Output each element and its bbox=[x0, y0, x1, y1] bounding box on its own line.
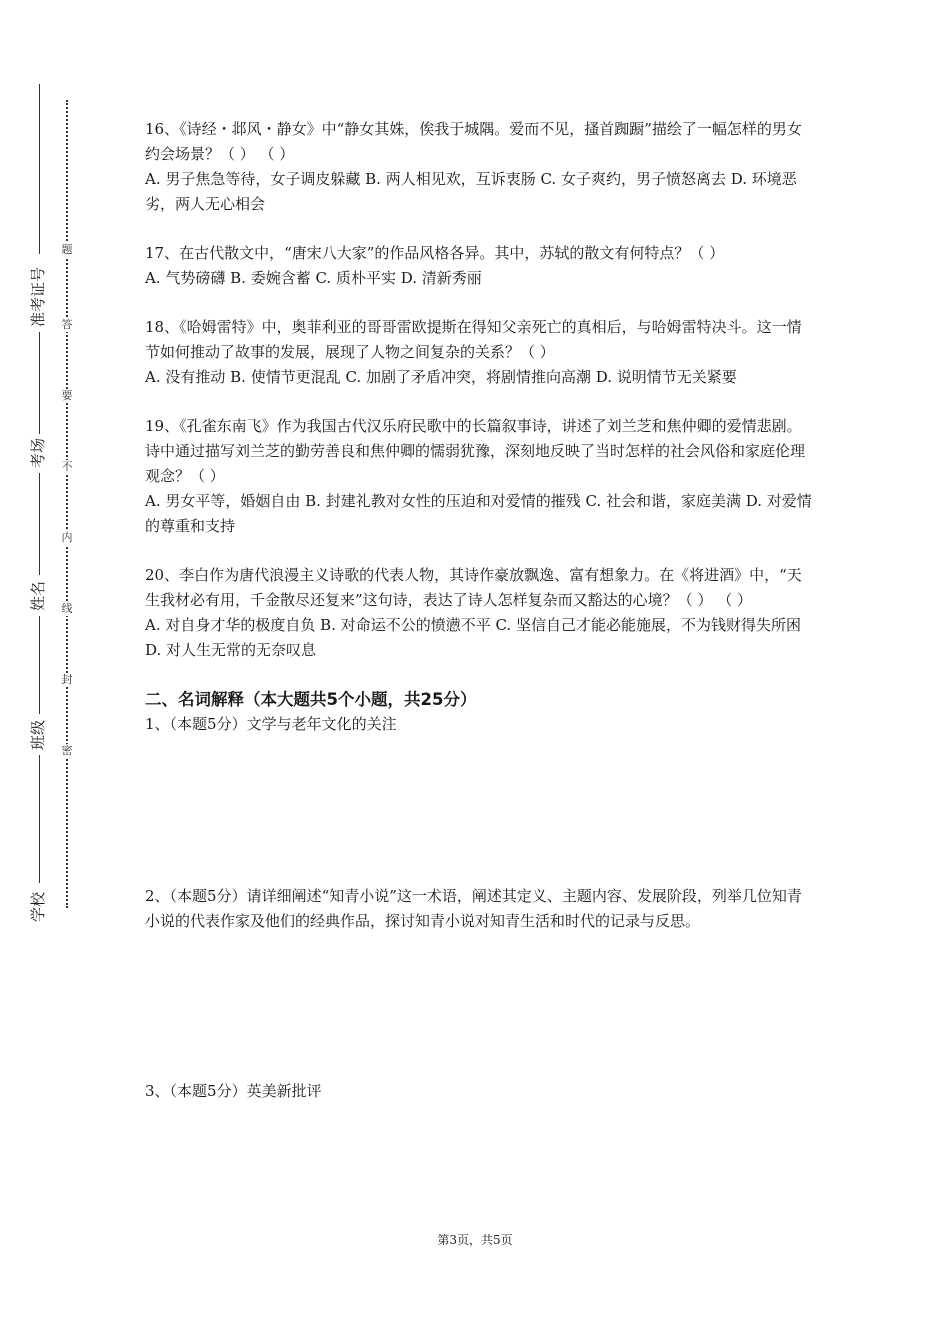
question-options: A. 对自身才华的极度自负 B. 对命运不公的愤懑不平 C. 坚信自己才能必能施展，不为钱财得失所困 D. 对人生无常的无奈叹息 bbox=[145, 616, 801, 659]
seal-char: 题 bbox=[59, 243, 75, 257]
question-options: A. 气势磅礴 B. 委婉含蓄 C. 质朴平实 D. 清新秀丽 bbox=[145, 269, 482, 287]
seal-char: 密 bbox=[59, 744, 75, 758]
margin-line bbox=[39, 616, 40, 714]
seal-char: 要 bbox=[59, 389, 75, 403]
binding-margin bbox=[0, 0, 110, 1344]
term-item-3: 3、（本题5分）英美新批评 bbox=[145, 1082, 322, 1100]
question-stem: 18、《哈姆雷特》中，奥菲利亚的哥哥雷欧提斯在得知父亲死亡的真相后，与哈姆雷特决斗。这一情节如何推动了故事的发展，展现了人物之间复杂的关系？（ ） bbox=[145, 318, 802, 361]
term-item-2: 2、（本题5分）请详细阐述“知青小说”这一术语，阐述其定义、主题内容、发展阶段，列举几位知青小说的代表作家及他们的经典作品，探讨知青小说对知青生活和时代的记录与反思。 bbox=[145, 887, 802, 930]
margin-line bbox=[39, 755, 40, 883]
field-exam-number: 准考证号 bbox=[29, 266, 47, 327]
page-footer: 第3页，共5页 bbox=[437, 1233, 513, 1247]
seal-char: 封 bbox=[59, 673, 75, 687]
question-18 bbox=[145, 315, 815, 390]
field-name: 姓名 bbox=[29, 580, 47, 611]
field-class: 班级 bbox=[29, 719, 47, 750]
question-stem: 17、在古代散文中，“唐宋八大家”的作品风格各异。其中，苏轼的散文有何特点？（ ） bbox=[145, 244, 725, 262]
margin-line bbox=[39, 473, 40, 575]
question-20 bbox=[145, 563, 815, 663]
seal-char: 不 bbox=[59, 460, 75, 474]
question-options: A. 男子焦急等待，女子调皮躲藏 B. 两人相见欢，互诉衷肠 C. 女子爽约，男子愤怒离去 D. 环境恶劣，两人无心相会 bbox=[145, 170, 797, 213]
question-stem: 16、《诗经・邶风・静女》中“静女其姝，俟我于城隅。爱而不见，搔首踟蹰”描绘了一幅怎样的男女约会场景？（ ） （ ） bbox=[145, 120, 802, 163]
margin-line bbox=[39, 332, 40, 434]
question-16 bbox=[145, 117, 815, 217]
question-stem: 19、《孔雀东南飞》作为我国古代汉乐府民歌中的长篇叙事诗，讲述了刘兰芝和焦仲卿的爱情悲剧。诗中通过描写刘兰芝的勤劳善良和焦仲卿的懦弱犹豫，深刻地反映了当时怎样的社会风俗和家庭伦理观念？（ ） bbox=[145, 417, 806, 485]
field-school: 学校 bbox=[29, 891, 47, 922]
field-exam-room: 考场 bbox=[29, 437, 47, 468]
question-options: A. 男女平等，婚姻自由 B. 封建礼教对女性的压迫和对爱情的摧残 C. 社会和谐，家庭美满 D. 对爱情的尊重和支持 bbox=[145, 492, 812, 535]
question-stem: 20、李白作为唐代浪漫主义诗歌的代表人物，其诗作豪放飘逸、富有想象力。在《将进酒》中，“天生我材必有用，千金散尽还复来”这句诗，表达了诗人怎样复杂而又豁达的心境？（ ） （ ） bbox=[145, 566, 802, 609]
seal-line bbox=[66, 100, 68, 908]
question-17 bbox=[145, 241, 815, 291]
section-title: 二、名词解释（本大题共5个小题，共25分） bbox=[145, 690, 477, 709]
question-options: A. 没有推动 B. 使情节更混乱 C. 加剧了矛盾冲突，将剧情推向高潮 D. 说明情节无关紧要 bbox=[145, 368, 737, 386]
seal-char: 内 bbox=[59, 531, 75, 545]
seal-char: 线 bbox=[59, 602, 75, 616]
margin-line bbox=[39, 84, 40, 254]
question-19 bbox=[145, 414, 815, 539]
seal-char: 答 bbox=[59, 318, 75, 332]
exam-content bbox=[145, 117, 815, 1104]
term-item-1: 1、（本题5分）文学与老年文化的关注 bbox=[145, 715, 397, 733]
